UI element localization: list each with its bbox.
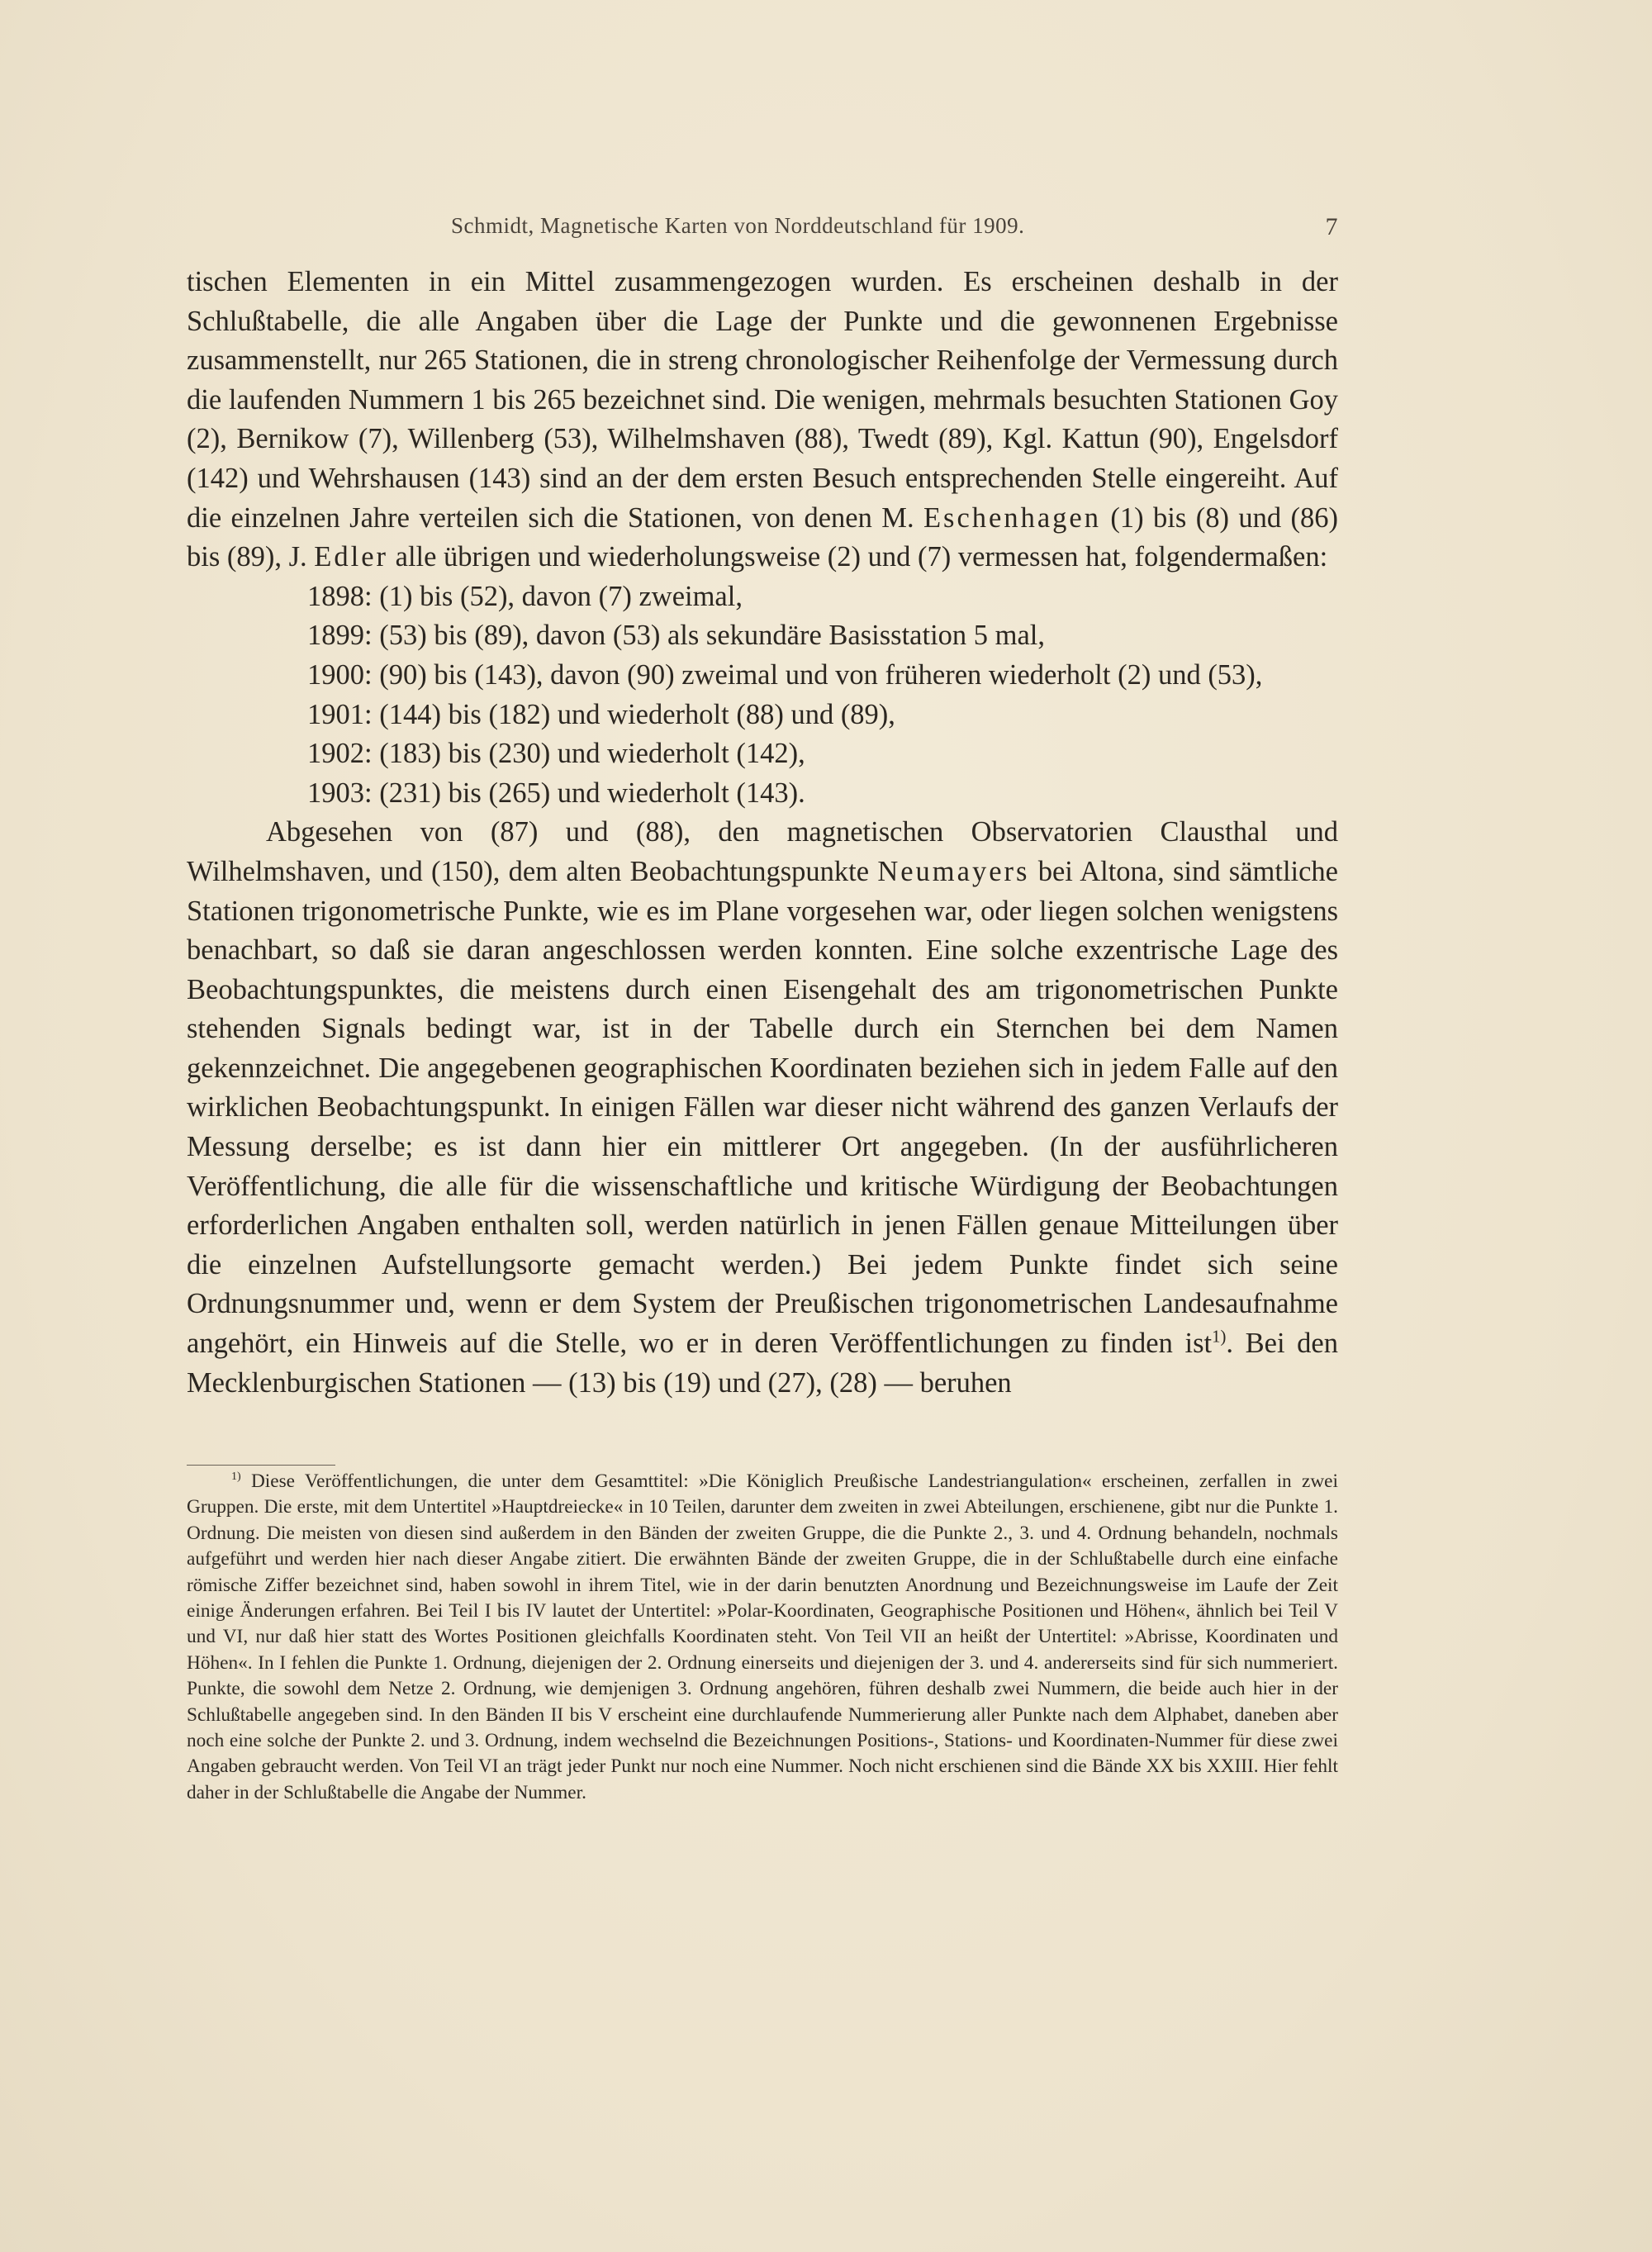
- year-text: (231) bis (265) und wiederholt (143).: [372, 777, 805, 809]
- name-edler: Edler: [314, 541, 389, 573]
- footnote-marker: 1): [231, 1470, 241, 1484]
- footnote-divider: [187, 1465, 335, 1466]
- footnote-text: Diese Veröffentlichungen, die unter dem Gesamttitel: »Die Königlich Preußische Landestriangulation« erscheinen, zerfallen in zwei Gruppen. Die erste, mit dem Untertitel »Hauptdreiecke« in 10 Teilen, darunter dem zweiten in zwei Abteilungen, erschienene, gibt nur die Punkte 1. Ordnung. Die meisten von diesen sind außerdem in den Bänden der zweiten Gruppe, die die Punkte 2., 3. und 4. Ordnung behandeln, nochmals aufgeführt und werden hier nach dieser Angabe zitiert. Die erwähnten Bände der zweiten Gruppe, die in der Schlußtabelle durch eine einfache römische Ziffer bezeichnet sind, haben sowohl in ihrem Titel, wie in der darin benutzten Anordnung und Bezeichnungsweise im Laufe der Zeit einige Änderungen erfahren. Bei Teil I bis IV lautet der Untertitel: »Polar-Koordinaten, Geographische Positionen und Höhen«, ähnlich bei Teil V und VI, nur daß hier statt des Wortes Positionen gleichfalls Koordinaten steht. Von Teil VII an heißt der Untertitel: »Abrisse, Koordinaten und Höhen«. In I fehlen die Punkte 1. Ordnung, diejenigen der 2. Ordnung einerseits und diejenigen der 3. und 4. andererseits sind für sich nummeriert. Punkte, die sowohl dem Netze 2. Ordnung, wie demjenigen 3. Ordnung angehören, führen deshalb zwei Nummern, die beide auch hier in der Schlußtabelle angegeben sind. In den Bänden II bis V erscheint eine durchlaufende Nummerierung aller Punkte nach dem Alphabet, daneben aber noch eine solche der Punkte 2. und 3. Ordnung, indem wechselnd die Bezeichnungen Positions-, Stations- und Koordinaten-Nummer für diese zwei Angaben gebraucht werden. Von Teil VI an trägt jeder Punkt nur noch eine Nummer. Noch nicht erschienen sind die Bände XX bis XXIII. Hier fehlt daher in der Schlußtabelle die Angabe der Nummer.: [187, 1470, 1338, 1803]
- year-label: 1899:: [307, 620, 373, 652]
- footnote: [187, 1469, 1338, 1806]
- paragraph-1: [187, 263, 1338, 577]
- year-label: 1898:: [307, 580, 373, 612]
- name-eschenhagen: Eschenhagen: [923, 501, 1101, 534]
- paragraph-1-text-a: tischen Elementen in ein Mittel zusammengezogen wurden. Es erscheinen deshalb in der Schlußtabelle, die alle Angaben über die Lage der Punkte und die gewonnenen Ergebnisse zusammenstellt, nur 265 Stationen, die in streng chronologischer Reihenfolge der Vermessung durch die laufenden Nummern 1 bis 265 bezeichnet sind. Die wenigen, mehrmals besuchten Stationen Goy (2), Bernikow (7), Willenberg (53), Wilhelmshaven (88), Twedt (89), Kgl. Kattun (90), Engelsdorf (142) und Wehrshausen (143) sind an der dem ersten Besuch entsprechenden Stelle eingereiht. Auf die einzelnen Jahre verteilen sich die Stationen, von denen M.: [187, 266, 1338, 534]
- footnote-paragraph: [187, 1469, 1338, 1806]
- year-text: (90) bis (143), davon (90) zweimal und von früheren wiederholt (2) und (53),: [372, 658, 1263, 691]
- year-list-item: [307, 774, 1338, 814]
- year-label: 1902:: [307, 738, 373, 770]
- running-title: Schmidt, Magnetische Karten von Norddeutschland für 1909.: [451, 213, 1025, 238]
- year-list-item: [307, 656, 1338, 696]
- year-text: (183) bis (230) und wiederholt (142),: [372, 738, 805, 770]
- paragraph-1-text-b: (1) bis (8) und (86) bis (89), J.: [187, 501, 1338, 573]
- year-label: 1900:: [307, 658, 373, 691]
- page-number: 7: [1325, 213, 1338, 240]
- year-list-item: [307, 616, 1338, 656]
- paragraph-1-text-c: alle übrigen und wiederholungsweise (2) und (7) vermessen hat, folgendermaßen:: [388, 541, 1328, 573]
- paragraph-2: [187, 813, 1338, 1403]
- paragraph-2-text-a: Abgesehen von (87) und (88), den magnetischen Observatorien Clausthal und Wilhelmshaven, und (150), dem alten Beobachtungspunkte: [187, 816, 1338, 887]
- year-label: 1901:: [307, 698, 373, 730]
- year-list-item: [307, 696, 1338, 735]
- name-neumayer: Neumayers: [877, 855, 1030, 887]
- paragraph-2-text-b: bei Altona, sind sämtliche Stationen trigonometrische Punkte, wie es im Plane vorgesehen war, oder liegen solchen wenigstens benachbart, so daß sie daran angeschlossen werden konnten. Eine solche exzentrische Lage des Beobachtungspunktes, die meistens durch einen Eisengehalt des am trigonometrischen Punkte stehenden Signals bedingt war, ist in der Tabelle durch ein Sternchen bei dem Namen gekennzeichnet. Die angegebenen geographischen Koordinaten beziehen sich in jedem Falle auf den wirklichen Beobachtungspunkt. In einigen Fällen war dieser nicht während des ganzen Verlaufs der Messung derselbe; es ist dann hier ein mittlerer Ort angegeben. (In der ausführlicheren Veröffentlichung, die alle für die wissenschaftliche und kritische Würdigung der Beobachtungen erforderlichen Angaben enthalten soll, werden natürlich in jenen Fällen genaue Mitteilungen über die einzelnen Aufstellungsorte gemacht werden.) Bei jedem Punkte findet sich seine Ordnungsnummer und, wenn er dem System der Preußischen trigonometrischen Landesaufnahme angehört, ein Hinweis auf die Stelle, wo er in deren Veröffentlichungen zu finden ist: [187, 855, 1338, 1360]
- running-header: [187, 213, 1338, 254]
- footnote-reference: 1): [1212, 1328, 1227, 1347]
- year-text: (1) bis (52), davon (7) zweimal,: [372, 580, 743, 612]
- year-list-item: [307, 734, 1338, 774]
- year-label: 1903:: [307, 777, 373, 809]
- year-list: [307, 577, 1338, 814]
- year-list-item: [307, 577, 1338, 617]
- year-text: (53) bis (89), davon (53) als sekundäre Basisstation 5 mal,: [372, 620, 1046, 652]
- paragraph-2-text-c: . Bei den Mecklenburgischen Stationen — (13) bis (19) und (27), (28) — beruhen: [187, 1328, 1338, 1399]
- main-text: [187, 263, 1338, 1403]
- year-text: (144) bis (182) und wiederholt (88) und (89),: [372, 698, 895, 730]
